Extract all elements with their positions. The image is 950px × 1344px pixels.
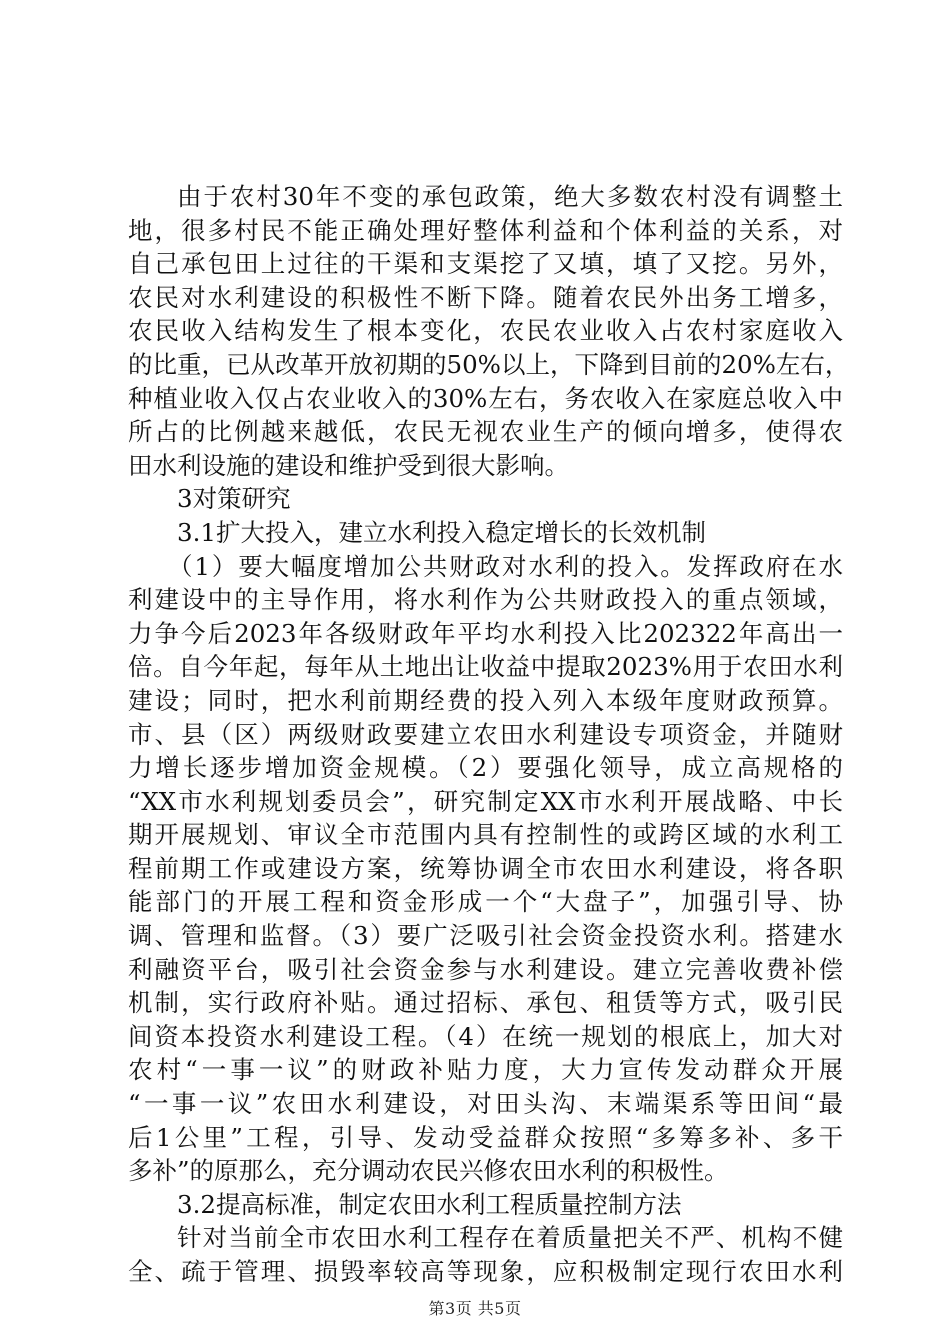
paragraph-line: 间资本投资水利建设工程。（4）在统一规划的根底上，加大对 <box>128 1021 843 1051</box>
paragraph-line: 利建设中的主导作用，将水利作为公共财政投入的重点领域， <box>128 585 843 615</box>
paragraph-line: “XX市水利规划委员会”，研究制定XX市水利开展战略、中长 <box>128 786 843 816</box>
paragraph-line: 种植业收入仅占农业收入的30%左右，务农收入在家庭总收入中 <box>128 383 843 413</box>
paragraph-line: 由于农村30年不变的承包政策，绝大多数农村没有调整土 <box>177 182 843 211</box>
paragraph-line: 程前期工作或建设方案，统筹协调全市农田水利建设，将各职 <box>128 853 843 883</box>
paragraph-line: 力增长逐步增加资金规模。（2）要强化领导，成立高规格的 <box>128 753 843 783</box>
subsection-heading: 3.2提高标准，制定农田水利工程质量控制方法 <box>177 1189 682 1219</box>
paragraph-line: （1）要大幅度增加公共财政对水利的投入。发挥政府在水 <box>168 551 843 581</box>
paragraph-line: 能部门的开展工程和资金形成一个“大盘子”，加强引导、协 <box>128 887 843 917</box>
paragraph-line: 的比重，已从改革开放初期的50%以上，下降到目前的20%左右， <box>128 349 850 379</box>
paragraph-line: “一事一议”农田水利建设，对田头沟、末端渠系等田间“最 <box>128 1089 843 1119</box>
paragraph-line: 市、县（区）两级财政要建立农田水利建设专项资金，并随财 <box>128 719 843 749</box>
paragraph-line: 自己承包田上过往的干渠和支渠挖了又填，填了又挖。另外， <box>128 249 843 279</box>
paragraph-line: 地，很多村民不能正确处理好整体利益和个体利益的关系，对 <box>128 215 843 245</box>
page-footer: 第3页 共5页 <box>428 1299 522 1318</box>
paragraph-line: 利融资平台，吸引社会资金参与水利建设。建立完善收费补偿 <box>128 954 843 984</box>
paragraph-line: 所占的比例越来越低，农民无视农业生产的倾向增多，使得农 <box>128 417 843 447</box>
paragraph-line: 全、疏于管理、损毁率较高等现象，应积极制定现行农田水利 <box>128 1257 843 1286</box>
paragraph-line: 倍。自今年起，每年从土地出让收益中提取2023%用于农田水利 <box>128 652 843 682</box>
document-body <box>128 180 850 1289</box>
paragraph-line: 针对当前全市农田水利工程存在着质量把关不严、机构不健 <box>177 1223 843 1253</box>
paragraph-line: 农民对水利建设的积极性不断下降。随着农民外出务工增多， <box>128 282 843 312</box>
paragraph-line: 机制，实行政府补贴。通过招标、承包、租赁等方式，吸引民 <box>128 988 843 1018</box>
paragraph-line: 田水利设施的建设和维护受到很大影响。 <box>128 450 569 480</box>
paragraph-line: 后1公里”工程，引导、发动受益群众按照“多筹多补、多干 <box>128 1122 843 1152</box>
subsection-heading: 3.1扩大投入，建立水利投入稳定增长的长效机制 <box>177 517 706 547</box>
paragraph-line: 调、管理和监督。（3）要广泛吸引社会资金投资水利。搭建水 <box>128 921 843 951</box>
section-heading: 3对策研究 <box>177 484 291 514</box>
paragraph-line: 农民收入结构发生了根本变化，农民农业收入占农村家庭收入 <box>128 316 843 346</box>
paragraph-line: 建设；同时，把水利前期经费的投入列入本级年度财政预算。 <box>128 685 843 715</box>
paragraph-line: 力争今后2023年各级财政年平均水利投入比202322年高出一 <box>128 618 843 648</box>
paragraph-line: 多补”的原那么，充分调动农民兴修农田水利的积极性。 <box>128 1156 729 1186</box>
paragraph-line: 期开展规划、审议全市范围内具有控制性的或跨区域的水利工 <box>128 820 843 850</box>
paragraph-line: 农村“一事一议”的财政补贴力度，大力宣传发动群众开展 <box>128 1055 843 1085</box>
